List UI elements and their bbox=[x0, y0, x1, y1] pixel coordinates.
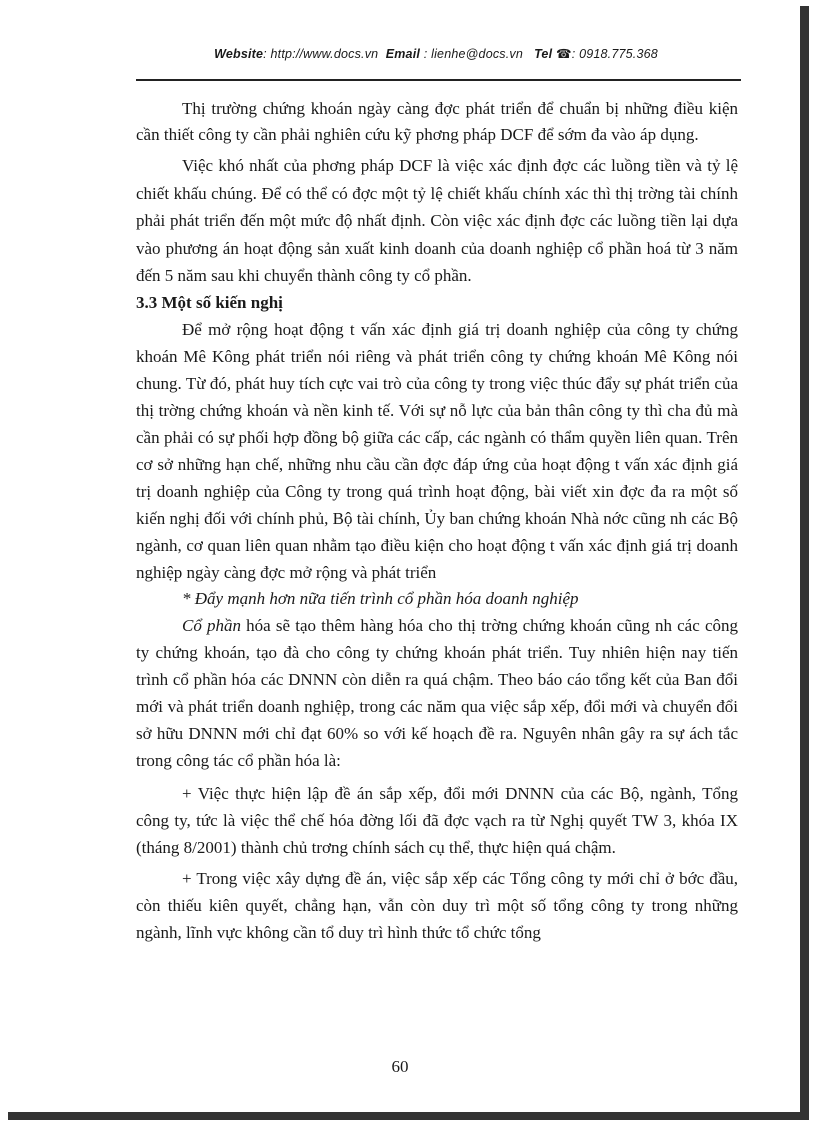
paragraph-5: + Việc thực hiện lập đề án sắp xếp, đổi mới DNNN của các Bộ, ngành, Tổng công ty, tức là việc thể chế hóa đờng lối đã đợc vạch ra từ Nghị quyết TW 3, khóa IX (tháng 8/2001) thành chủ trơng chính sách cụ thể, thực hiện quá chậm. bbox=[136, 783, 738, 857]
header-divider bbox=[136, 79, 741, 81]
email-value: : lienhe@docs.vn bbox=[423, 47, 524, 61]
paragraph-2: Việc khó nhất của phơng pháp DCF là việc xác định đợc các luồng tiền và tỷ lệ chiết khấu chúng. Để có thể có đợc một tỷ lệ chiết khấu chính xác thì thị trờng tài chính phải phát triển đến một mức độ nhất định. Còn việc xác định đợc các luồng tiền lại dựa vào phương án hoạt động sản xuất kinh doanh của doanh nghiệp cổ phần hoá từ 3 năm đến 5 năm sau khi chuyển thành công ty cổ phần. bbox=[136, 156, 738, 285]
paragraph-6: + Trong việc xây dựng đề án, việc sắp xếp các Tổng công ty mới chỉ ở bớc đầu, còn thiếu kiên quyết, chẳng hạn, vẫn còn duy trì một số tổng công ty trong những ngành, lĩnh vực không cần tổ duy trì hình thức tổ chức tổng bbox=[136, 868, 738, 942]
paragraph-1: Thị trường chứng khoán ngày càng đợc phát triển để chuẩn bị những điều kiện cần thiết công ty cần phải nghiên cứu kỹ phơng pháp DCF để sớm đa vào áp dụng. bbox=[136, 99, 738, 144]
paragraph-4-lead: Cổ phần bbox=[182, 615, 242, 635]
tel-label: Tel bbox=[534, 47, 553, 61]
page-shadow-bottom bbox=[8, 1112, 809, 1120]
body-text bbox=[136, 96, 738, 946]
website-value: : http://www.docs.vn bbox=[263, 47, 379, 61]
email-label: Email bbox=[385, 47, 421, 61]
page-shadow-right bbox=[800, 6, 809, 1116]
page-number: 60 bbox=[391, 1057, 409, 1076]
paragraph-3: Để mở rộng hoạt động t vấn xác định giá trị doanh nghiệp của công ty chứng khoán Mê Kông phát triển nói riêng và phát triển công ty chứng khoán Mê Kông nói chung. Từ đó, phát huy tích cực vai trò của công ty trong việc thúc đẩy sự phát triển của thị trờng chứng khoán và nền kinh tế. Với sự nỗ lực của bản thân công ty thì cha đủ mà cần phải có sự phối hợp đồng bộ giữa các cấp, các ngành có thẩm quyền liên quan. Trên cơ sở những hạn chế, những nhu cầu cần đợc đáp ứng của hoạt động t vấn xác định giá trị doanh nghiệp của Công ty trong quá trình hoạt động, bài viết xin đợc đa ra một số kiến nghị đối với chính phủ, Bộ tài chính, Ủy ban chứng khoán Nhà nớc cũng nh các Bộ ngành, cơ quan liên quan nhằm tạo điều kiện cho hoạt động t vấn xác định giá trị doanh nghiệp ngày càng đợc mở rộng và phát triển bbox=[136, 319, 738, 582]
paragraph-4 bbox=[136, 612, 738, 774]
paragraph-4-text: hóa sẽ tạo thêm hàng hóa cho thị trờng chứng khoán cũng nh các công ty chứng khoán, tạo đà cho công ty chứng khoán phát triển. Tuy nhiên hiện nay tiến trình cổ phần hóa các DNNN còn diễn ra quá chậm. Theo báo cáo tổng kết của Ban đổi mới và phát triển doanh nghiệp, trong các năm qua việc sắp xếp, đổi mới và chuyển đổi sở hữu DNNN mới chỉ đạt 60% so với kế hoạch đề ra. Nguyên nhân gây ra sự ách tắc trong công tác cổ phần hóa là: bbox=[136, 615, 738, 770]
subheading-italic: * Đẩy mạnh hơn nữa tiến trình cổ phần hóa doanh nghiệp bbox=[182, 588, 579, 608]
tel-value: ☎: 0918.775.368 bbox=[555, 47, 658, 61]
section-heading: 3.3 Một số kiến nghị bbox=[136, 292, 283, 312]
website-label: Website bbox=[214, 47, 264, 61]
page-header bbox=[136, 46, 736, 61]
